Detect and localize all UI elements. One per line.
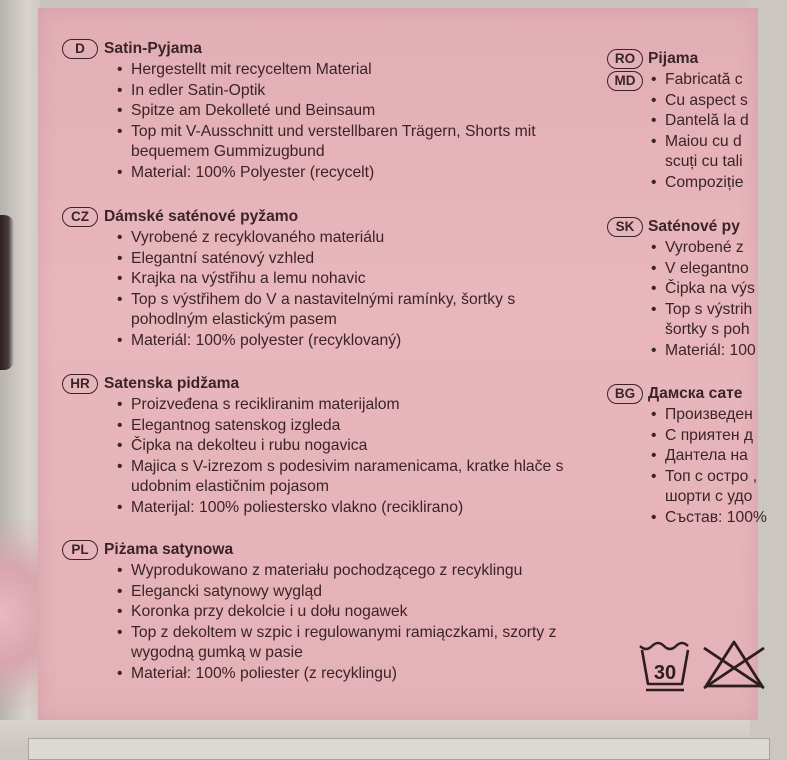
list-item (62, 81, 536, 102)
block-bg-header (607, 383, 787, 405)
list-item (607, 132, 787, 173)
list-item (607, 300, 787, 341)
lang-badge-sk: SK (607, 217, 643, 237)
list-item (607, 446, 787, 467)
list-item (62, 457, 563, 498)
list-item-text: Materijal: 100% poliestersko vlakno (reciklirano) (131, 498, 464, 516)
list-item-text: Koronka przy dekolcie i u dołu nogawek (131, 603, 408, 621)
block-sk-title: Saténové py (648, 218, 740, 235)
list-item-text: Čipka na výs (665, 280, 755, 298)
bullet: • (117, 290, 123, 308)
right-column-cropped (607, 8, 767, 728)
bullet: • (117, 122, 123, 140)
bullet: • (117, 61, 123, 78)
block-cz (62, 206, 515, 352)
lang-badge-bg: BG (607, 384, 643, 404)
wash-30-icon (640, 643, 688, 690)
list-item (62, 602, 556, 623)
list-item-text: Vyrobené z recyklovaného materiálu (131, 229, 385, 246)
list-item (607, 426, 787, 447)
bullet: • (117, 270, 123, 288)
block-pl (62, 539, 556, 685)
bullet: • (117, 331, 123, 349)
bullet: • (117, 81, 123, 99)
block-de-items (62, 60, 536, 184)
block-hr-items (62, 395, 563, 519)
block-cz-header (62, 206, 515, 228)
list-item (62, 395, 563, 416)
list-item-text: Top z dekoltem w szpic i regulowanymi ramiączkami, szorty z (131, 623, 557, 641)
list-item-text: Дантела на (665, 447, 748, 465)
block-ro (607, 48, 787, 194)
list-item (607, 467, 787, 508)
block-ro-title: Pijama (648, 50, 699, 67)
list-item-text: Dantelă la d (665, 112, 749, 130)
block-de-title: Satin-Pyjama (104, 40, 202, 57)
block-cz-title: Dámské saténové pyžamo (104, 208, 299, 225)
block-pl-title: Piżama satynowa (104, 541, 234, 558)
bullet: • (651, 508, 657, 526)
block-hr-header (62, 373, 563, 395)
pink-info-label (38, 8, 767, 720)
lang-badge-de: D (62, 39, 98, 59)
list-item-text: Krajka na výstřihu a lemu nohavic (131, 270, 366, 288)
block-sk-header (607, 216, 787, 238)
lang-badge-ro: RO (607, 49, 643, 69)
list-item (607, 259, 787, 280)
bullet: • (651, 112, 657, 130)
bullet: • (651, 173, 657, 191)
list-item (62, 228, 515, 249)
care-symbols (636, 636, 750, 696)
list-item (607, 173, 787, 194)
block-cz-items (62, 228, 515, 352)
block-sk-items (607, 238, 787, 362)
list-item-text: udobnim elastičnim pojasom (131, 478, 329, 496)
bullet: • (117, 416, 123, 434)
list-item-text: С приятен д (665, 426, 754, 444)
list-item-text: Materiál: 100% polyester (recyklovaný) (131, 331, 402, 349)
list-item (62, 290, 515, 331)
list-item (62, 122, 536, 163)
list-item-text: Wyprodukowano z materiału pochodzącego z recyklingu (131, 562, 523, 579)
lang-badge-cz: CZ (62, 207, 98, 227)
bullet: • (117, 437, 123, 455)
bullet: • (117, 562, 123, 579)
list-item-text: Elegantnog satenskog izgleda (131, 416, 341, 434)
list-item (62, 623, 556, 664)
block-hr-title: Satenska pidžama (104, 375, 240, 392)
list-item-text: Materiał: 100% poliester (z recyklingu) (131, 664, 397, 682)
list-item-text: scuți cu tali (665, 153, 743, 171)
list-item-text: Top s výstrih (665, 300, 753, 318)
bullet: • (651, 341, 657, 359)
bullet: • (117, 582, 123, 600)
list-item-text: Material: 100% Polyester (recycelt) (131, 163, 375, 181)
list-item-text: Vyrobené z (665, 239, 744, 256)
packaging-bottom-box (28, 738, 770, 760)
list-item (62, 331, 515, 352)
bullet: • (117, 396, 123, 413)
list-item-text: Majica s V-izrezom s podesivim naramenicama, kratke hlače s (131, 457, 564, 475)
bullet: • (117, 249, 123, 267)
list-item (62, 498, 563, 519)
bullet: • (117, 102, 123, 120)
block-bg (607, 383, 787, 529)
list-item-text: V elegantno (665, 259, 749, 277)
bullet: • (651, 239, 657, 256)
list-item (607, 238, 787, 259)
list-item-text: pohodlným elastickým pasem (131, 311, 337, 329)
list-item-text: šortky s poh (665, 321, 750, 339)
bullet: • (117, 664, 123, 682)
list-item (62, 561, 556, 582)
block-ro-header (607, 48, 787, 70)
block-de-header (62, 38, 536, 60)
list-item (62, 664, 556, 685)
list-item (607, 405, 787, 426)
list-item-text: Proizveđena s recikliranim materijalom (131, 396, 400, 413)
bullet: • (651, 259, 657, 277)
list-item (62, 163, 536, 184)
list-item (62, 101, 536, 122)
list-item-text: Top s výstřihem do V a nastavitelnými ramínky, šortky s (131, 290, 516, 308)
bullet: • (651, 280, 657, 298)
bullet: • (651, 300, 657, 318)
bullet: • (117, 498, 123, 516)
block-pl-header (62, 539, 556, 561)
bullet: • (651, 467, 657, 485)
list-item-text: In edler Satin-Optik (131, 81, 266, 99)
bullet: • (651, 426, 657, 444)
list-item-text: Топ с остро , (665, 467, 758, 485)
block-bg-title: Дамска сате (648, 385, 743, 402)
list-item-text: Cu aspect s (665, 91, 748, 109)
bullet: • (117, 457, 123, 475)
block-pl-items (62, 561, 556, 685)
lang-badge-hr: HR (62, 374, 98, 394)
list-item-text: Maiou cu d (665, 132, 742, 150)
list-item-text: Compoziție (665, 173, 744, 191)
list-item (62, 582, 556, 603)
no-bleach-icon (704, 642, 764, 688)
list-item (62, 249, 515, 270)
lang-badge-md: MD (607, 71, 643, 91)
care-symbols-svg (636, 636, 776, 700)
dark-packaging-edge (0, 215, 14, 370)
list-item (607, 111, 787, 132)
wash-temperature-label: 30 (653, 662, 677, 684)
list-item-text: шорти с удо (665, 488, 753, 506)
block-ro-items (607, 70, 787, 194)
list-item (607, 341, 787, 362)
list-item-text: wygodną gumką w pasie (131, 644, 303, 662)
bullet: • (117, 229, 123, 246)
list-item-text: Състав: 100% (665, 508, 767, 526)
list-item-text: bequemem Gummizugbund (131, 143, 325, 161)
bullet: • (117, 163, 123, 181)
bullet: • (117, 603, 123, 621)
list-item (62, 416, 563, 437)
bullet: • (651, 91, 657, 109)
list-item (607, 279, 787, 300)
list-item (607, 70, 787, 91)
block-sk (607, 216, 787, 362)
bullet: • (651, 132, 657, 150)
list-item (62, 436, 563, 457)
list-item (607, 508, 787, 529)
list-item-text: Elegantní saténový vzhled (131, 249, 315, 267)
list-item (62, 60, 536, 81)
bullet: • (117, 623, 123, 641)
list-item (607, 91, 787, 112)
bullet: • (651, 447, 657, 465)
list-item-text: Čipka na dekolteu i rubu nogavica (131, 437, 368, 455)
list-item-text: Spitze am Dekolleté und Beinsaum (131, 102, 376, 120)
block-de (62, 38, 536, 184)
bullet: • (651, 71, 657, 88)
list-item-text: Hergestellt mit recyceltem Material (131, 61, 372, 78)
list-item-text: Elegancki satynowy wygląd (131, 582, 322, 600)
block-hr (62, 373, 563, 519)
list-item-text: Top mit V-Ausschnitt und verstellbaren Trägern, Shorts mit (131, 122, 536, 140)
list-item-text: Произведен (665, 406, 753, 423)
block-bg-items (607, 405, 787, 529)
lang-badge-pl: PL (62, 540, 98, 560)
list-item (62, 269, 515, 290)
bullet: • (651, 406, 657, 423)
list-item-text: Materiál: 100 (665, 341, 756, 359)
list-item-text: Fabricată c (665, 71, 743, 88)
